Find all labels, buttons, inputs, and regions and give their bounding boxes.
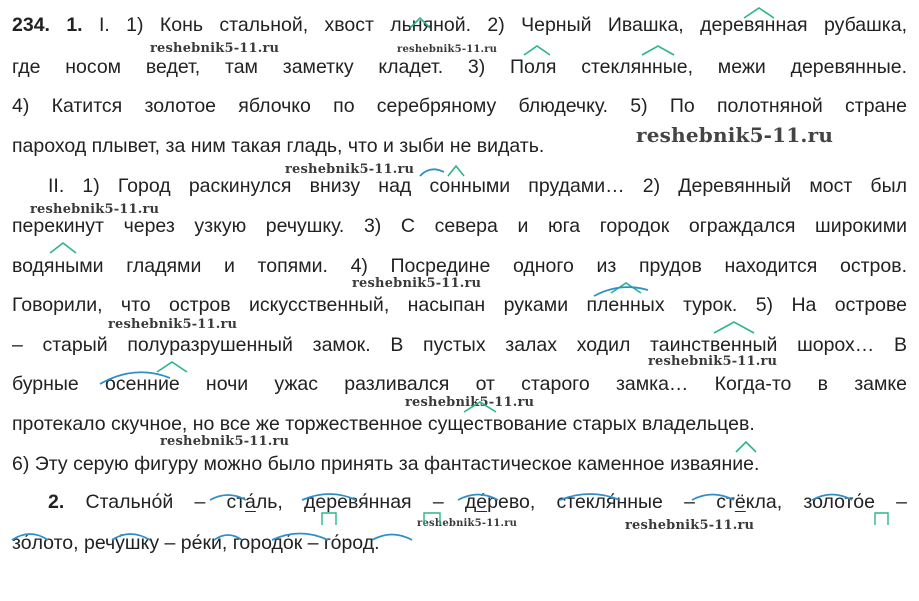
line-text: водяными гладями и топями. 4) Посредине одного из прудов находится остров. xyxy=(12,255,907,277)
watermark: reshebnik5-11.ru xyxy=(417,518,518,529)
root-arc xyxy=(100,372,170,384)
watermark: reshebnik5-11.ru xyxy=(30,202,160,217)
watermark: reshebnik5-11.ru xyxy=(636,123,834,147)
watermark: reshebnik5-11.ru xyxy=(625,518,755,533)
watermark: reshebnik5-11.ru xyxy=(352,276,482,291)
exercise-number: 234. xyxy=(12,14,50,36)
watermark: reshebnik5-11.ru xyxy=(648,354,778,369)
ending-box xyxy=(424,513,440,525)
line-text: перекинут через узкую речушку. 3) С севера и юга городок ограждался широкими xyxy=(12,215,907,237)
line-text: Говорили, что остров искусственный, насыпан руками пленных турок. 5) На острове xyxy=(12,294,907,316)
suffix-mark xyxy=(736,442,756,452)
suffix-mark xyxy=(642,46,674,55)
root-arc xyxy=(214,535,242,540)
root-arc xyxy=(420,169,444,176)
root-arc xyxy=(458,495,498,501)
watermark: reshebnik5-11.ru xyxy=(405,395,535,410)
part-2-label: 2. xyxy=(48,491,65,513)
root-arc xyxy=(112,534,150,540)
suffix-mark xyxy=(464,402,496,412)
root-arc xyxy=(692,495,734,501)
suffix-mark xyxy=(410,18,430,28)
watermark: reshebnik5-11.ru xyxy=(150,41,280,56)
root-arc xyxy=(302,494,356,500)
suffix-mark xyxy=(714,322,754,333)
suffix-mark xyxy=(50,243,76,253)
watermark: reshebnik5-11.ru xyxy=(108,317,238,332)
line-text: протекало скучное, но все же торжественное существование старых владельцев. xyxy=(12,413,755,435)
watermark: reshebnik5-11.ru xyxy=(397,44,498,55)
suffix-mark xyxy=(744,8,774,18)
line-text: – старый полуразрушенный замок. В пустых залах ходил таинственный шорох… В xyxy=(12,334,907,356)
line-text: бурные осенние ночи ужас разливался от старого замка… Когда-то в замке xyxy=(12,373,907,395)
line-text: 6) Эту серую фигуру можно было принять за фантастическое каменное изваяние. xyxy=(12,453,760,475)
suffix-mark xyxy=(524,46,550,55)
root-arc xyxy=(272,534,328,541)
line-text: 4) Катится золотое яблочко по серебряному блюдечку. 5) По полотняной стране xyxy=(12,95,907,117)
suffix-mark xyxy=(157,362,187,372)
suffix-mark xyxy=(448,166,464,176)
root-arc xyxy=(812,495,852,501)
ending-box xyxy=(875,513,888,525)
part-2-words: Стально́й – ста́ль, деревя́нная – де́рево, стекля́нные – стёкла, золото́е – xyxy=(85,491,907,513)
root-arc xyxy=(372,535,412,541)
part-1-label: 1. xyxy=(66,14,83,36)
line-text: I. 1) Конь стальной, хвост льняной. 2) Черный Ивашка, деревянная рубашка, xyxy=(98,14,907,36)
root-arc xyxy=(560,494,620,500)
root-arc xyxy=(12,534,48,540)
watermark: reshebnik5-11.ru xyxy=(160,434,290,449)
line-text: пароход плывет, за ним такая гладь, что и зыби не видать. xyxy=(12,135,545,157)
line-text: II. 1) Город раскинулся внизу над сонными прудами… 2) Деревянный мост был xyxy=(48,175,907,197)
ending-box xyxy=(322,513,336,525)
root-arc xyxy=(210,495,246,500)
line-text: где носом ведет, там заметку кладет. 3) Поля стеклянные, межи деревянные. xyxy=(12,56,907,78)
line-text: зо́лото, речу́шку – ре́ки, городо́к – го́род. xyxy=(12,532,380,554)
watermark: reshebnik5-11.ru xyxy=(285,162,415,177)
